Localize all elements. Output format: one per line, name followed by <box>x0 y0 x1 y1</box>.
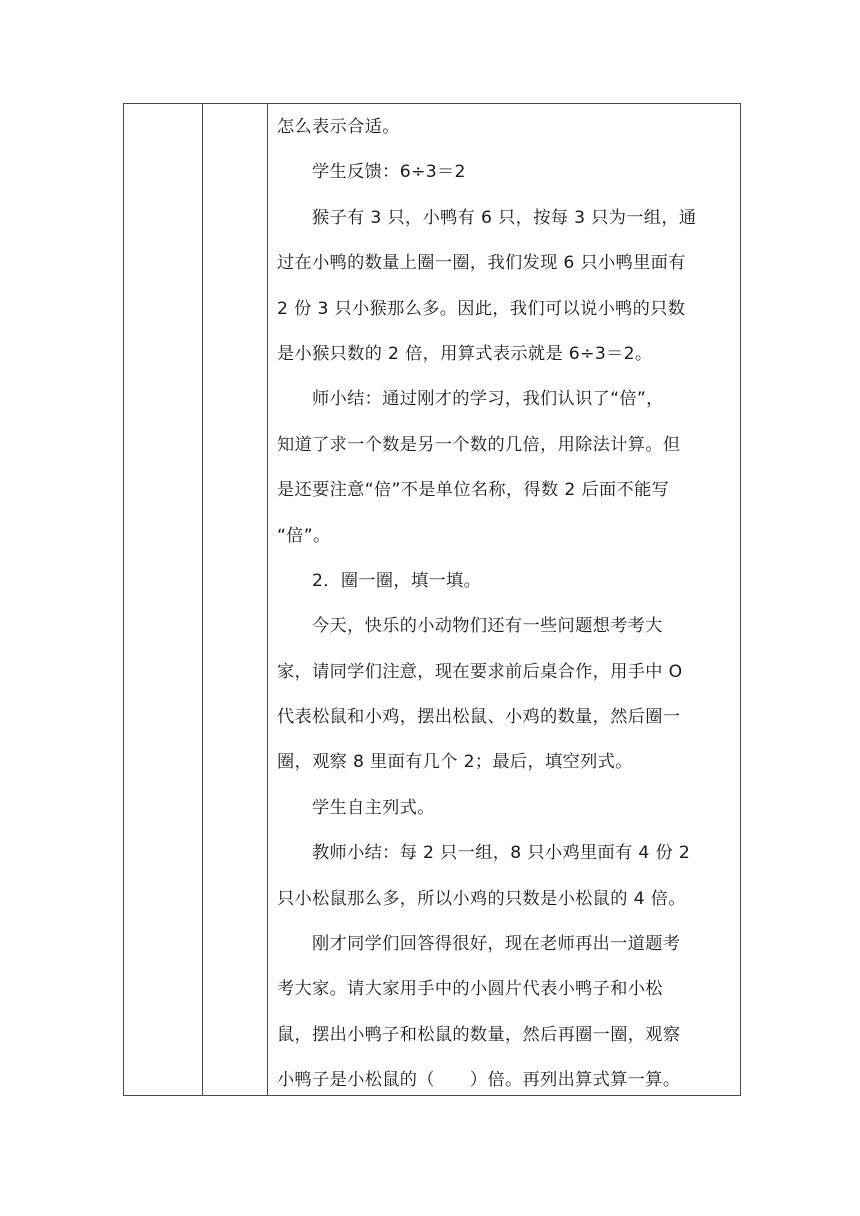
text-line: 过在小鸭的数量上圈一圈，我们发现 6 只小鸭里面有 <box>277 253 686 274</box>
text-line: 学生自主列式。 <box>312 797 435 818</box>
text-line: 刚才同学们回答得很好，现在老师再出一道题考 <box>312 934 681 955</box>
text-line: 学生反馈：6÷3＝2 <box>312 162 466 183</box>
text-line: 圈，观察 8 里面有几个 2；最后，填空列式。 <box>277 752 633 773</box>
text-line: 是小猴只数的 2 倍，用算式表示就是 6÷3＝2。 <box>277 343 653 364</box>
text-line: 小鸭子是小松鼠的（ ）倍。再列出算式算一算。 <box>277 1070 681 1091</box>
lesson-content-cell <box>268 104 740 1095</box>
text-line: 怎么表示合适。 <box>277 117 400 137</box>
text-line: 代表松鼠和小鸡，摆出松鼠、小鸡的数量，然后圈一 <box>277 707 681 728</box>
table-column-divider-1 <box>202 104 203 1095</box>
text-line: 只小松鼠那么多，所以小鸡的只数是小松鼠的 4 倍。 <box>277 888 686 909</box>
text-line: 考大家。请大家用手中的小圆片代表小鸭子和小松 <box>277 979 663 1000</box>
text-line: 家，请同学们注意，现在要求前后桌合作，用手中 O <box>277 661 683 682</box>
text-line: 2．圈一圈，填一填。 <box>312 570 482 591</box>
text-line: 鼠，摆出小鸭子和松鼠的数量，然后再圈一圈，观察 <box>277 1024 681 1045</box>
lesson-table <box>123 103 741 1096</box>
text-line: 教师小结：每 2 只一组，8 只小鸡里面有 4 份 2 <box>312 843 691 864</box>
text-line: 师小结：通过刚才的学习，我们认识了“倍”， <box>312 389 664 410</box>
text-line: 今天，快乐的小动物们还有一些问题想考考大 <box>312 616 663 637</box>
text-line: 猴子有 3 只，小鸭有 6 只，按每 3 只为一组，通 <box>312 207 697 228</box>
text-line: “倍”。 <box>277 525 331 546</box>
text-line: 是还要注意“倍”不是单位名称，得数 2 后面不能写 <box>277 480 670 501</box>
text-line: 知道了求一个数是另一个数的几倍，用除法计算。但 <box>277 434 681 455</box>
text-line: 2 份 3 只小猴那么多。因此，我们可以说小鸭的只数 <box>277 298 686 319</box>
